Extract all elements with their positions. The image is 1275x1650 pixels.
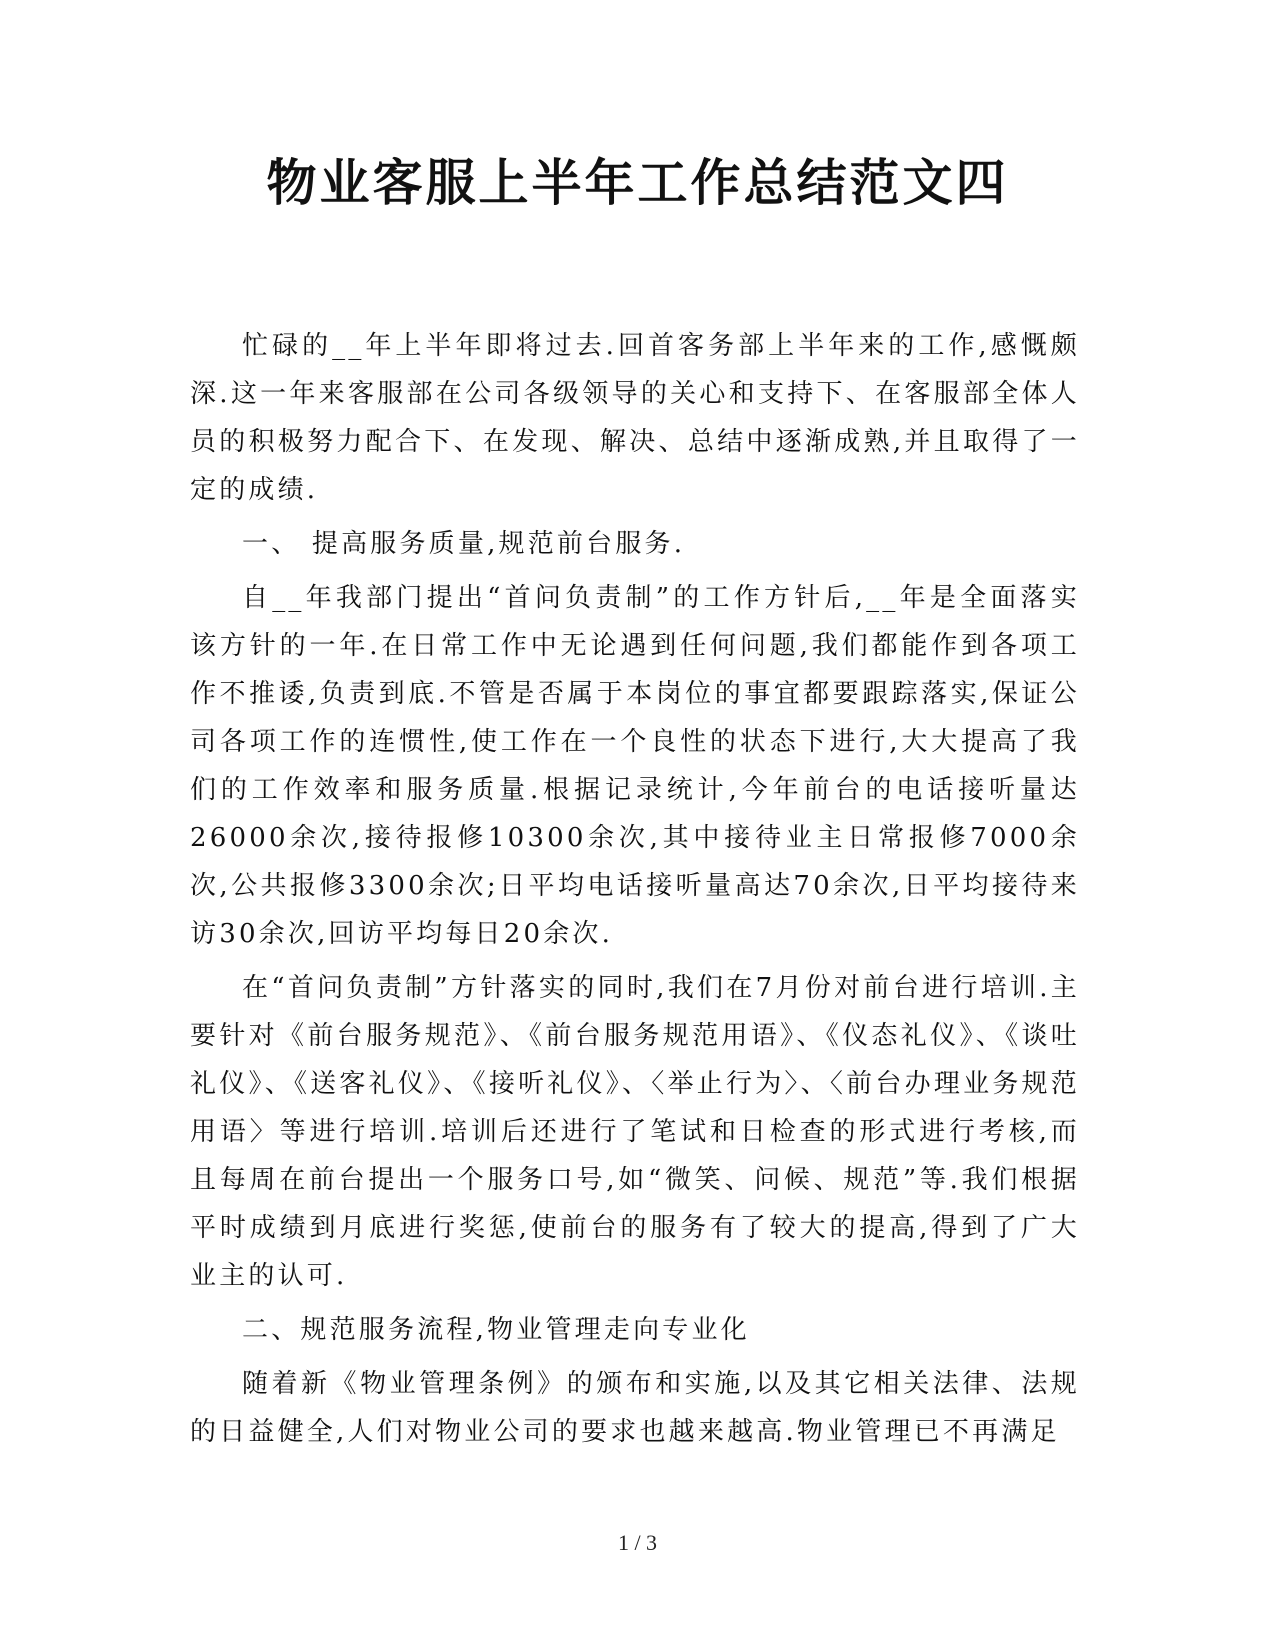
section-1-paragraph-2: 在“首问负责制”方针落实的同时,我们在7月份对前台进行培训.主要针对《前台服务规范》、《前台服务规范用语》、《仪态礼仪》、《谈吐礼仪》、《送客礼仪》、《接听礼仪》、〈举止行为〉、〈前台办理业务规范用语〉等进行培训.培训后还进行了笔试和日检查的形式进行考核,而且每周在前台提出一个服务口号,如“微笑、问候、规范”等.我们根据平时成绩到月底进行奖惩,使前台的服务有了较大的提高,得到了广大业主的认可.: [190, 973, 1080, 1291]
section-heading-1: 一、 提高服务质量,规范前台服务.: [242, 529, 686, 559]
section-heading-2: 二、规范服务流程,物业管理走向专业化: [242, 1315, 750, 1345]
section-2-paragraph-1: 随着新《物业管理条例》的颁布和实施,以及其它相关法律、法规的日益健全,人们对物业公司的要求也越来越高.物业管理已不再满足: [190, 1369, 1080, 1447]
page-number: 1 / 3: [617, 1530, 658, 1555]
section-1-paragraph-1: 自__年我部门提出“首问负责制”的工作方针后,__年是全面落实该方针的一年.在日常工作中无论遇到任何问题,我们都能作到各项工作不推诿,负责到底.不管是否属于本岗位的事宜都要跟踪落实,保证公司各项工作的连惯性,使工作在一个良性的状态下进行,大大提高了我们的工作效率和服务质量.根据记录统计,今年前台的电话接听量达26000余次,接待报修10300余次,其中接待业主日常报修7000余次,公共报修3300余次;日平均电话接听量高达70余次,日平均接待来访30余次,回访平均每日20余次.: [190, 583, 1080, 949]
document-title: 物业客服上半年工作总结范文四: [266, 153, 1009, 212]
document-body: [190, 322, 1080, 1462]
intro-paragraph: 忙碌的__年上半年即将过去.回首客务部上半年来的工作,感慨颇深.这一年来客服部在公司各级领导的关心和支持下、在客服部全体人员的积极努力配合下、在发现、解决、总结中逐渐成熟,并且取得了一定的成绩.: [190, 331, 1080, 505]
